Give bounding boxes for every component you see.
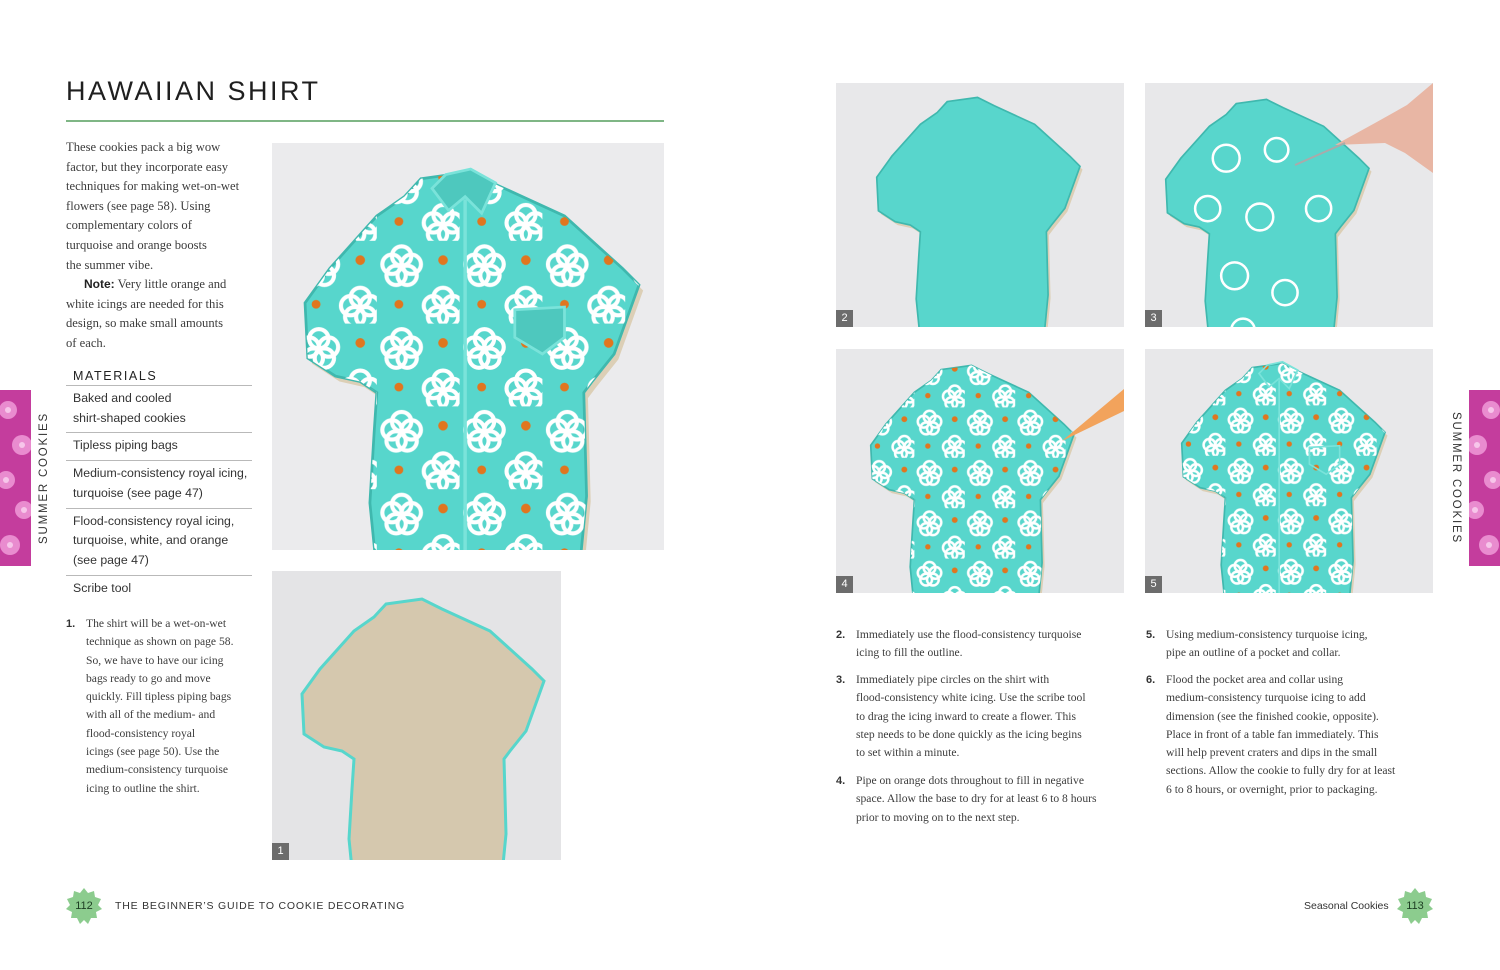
step-3-photo <box>1145 83 1433 327</box>
materials-heading: MATERIALS <box>66 369 252 386</box>
step-1: 1. The shirt will be a wet-on-wet technique as shown on page 58. So, we have to have our icing bags ready to go and move quickly. Fill tipless piping bags with all of the medium- and flood-consistency royal icings (see page 50). Use the medium-consistency turquoise icing to outline the shirt. <box>66 617 234 795</box>
step-6: 6. Flood the pocket area and collar using medium-consistency turquoise icing to add dimension (see the finished cookie, opposite). Place in front of a table fan immediately. This will help prevent craters and dips in the small sections. Allow the cookie to fully dry for at least 6 to 8 hours, or overnight, prior to packaging. <box>1146 673 1396 796</box>
materials-list <box>66 369 252 602</box>
photo-badge: 5 <box>1145 576 1162 593</box>
side-label-right: SUMMER COOKIES <box>1450 412 1462 544</box>
step-4-photo <box>836 349 1124 593</box>
material-item: Tipless piping bags <box>66 433 252 461</box>
running-head-left: THE BEGINNER’S GUIDE TO COOKIE DECORATING <box>115 900 406 912</box>
photo-badge: 2 <box>836 310 853 327</box>
note-label: Note: <box>84 277 115 292</box>
finished-cookie-photo <box>272 143 664 550</box>
material-item: Flood-consistency royal icing, turquoise, white, and orange (see page 47) <box>66 509 252 576</box>
running-head-right: Seasonal Cookies <box>1304 900 1389 912</box>
side-label-left: SUMMER COOKIES <box>38 412 50 544</box>
step-4: 4. Pipe on orange dots throughout to fill in negative space. Allow the base to dry for at least 6 to 8 hours prior to moving on to the next step. <box>836 774 1097 824</box>
step-2: 2. Immediately use the flood-consistency turquoise icing to fill the outline. <box>836 628 1082 660</box>
photo-badge: 4 <box>836 576 853 593</box>
page-number-right: 113 <box>1397 888 1433 924</box>
title-rule <box>66 120 664 122</box>
step-5: 5. Using medium-consistency turquoise icing, pipe an outline of a pocket and collar. <box>1146 628 1368 660</box>
material-item: Medium-consistency royal icing, turquoise (see page 47) <box>66 461 252 508</box>
page-title: HAWAIIAN SHIRT <box>66 76 321 106</box>
material-item: Baked and cooled shirt-shaped cookies <box>66 386 252 433</box>
side-tab-left <box>0 390 31 566</box>
material-item: Scribe tool <box>73 580 132 595</box>
step-3: 3. Immediately pipe circles on the shirt with flood-consistency white icing. Use the scribe tool to drag the icing inward to create a flower. This step needs to be done quickly as the icing begins to set within a minute. <box>836 673 1086 760</box>
step-1-photo <box>272 571 561 860</box>
step-2-photo <box>836 83 1124 327</box>
step-5-photo <box>1145 349 1433 593</box>
photo-badge: 3 <box>1145 310 1162 327</box>
side-tab-right <box>1469 390 1500 566</box>
photo-badge: 1 <box>272 843 289 860</box>
page-number-left: 112 <box>66 888 102 924</box>
intro-text: These cookies pack a big wow factor, but they incorporate easy techniques for making wet-on-wet flowers (see page 58). Using complementary colors of turquoise and orange boosts the summer vibe. Note: Very little orange and white icings are needed for this design, so make small amounts of each. <box>66 140 240 350</box>
